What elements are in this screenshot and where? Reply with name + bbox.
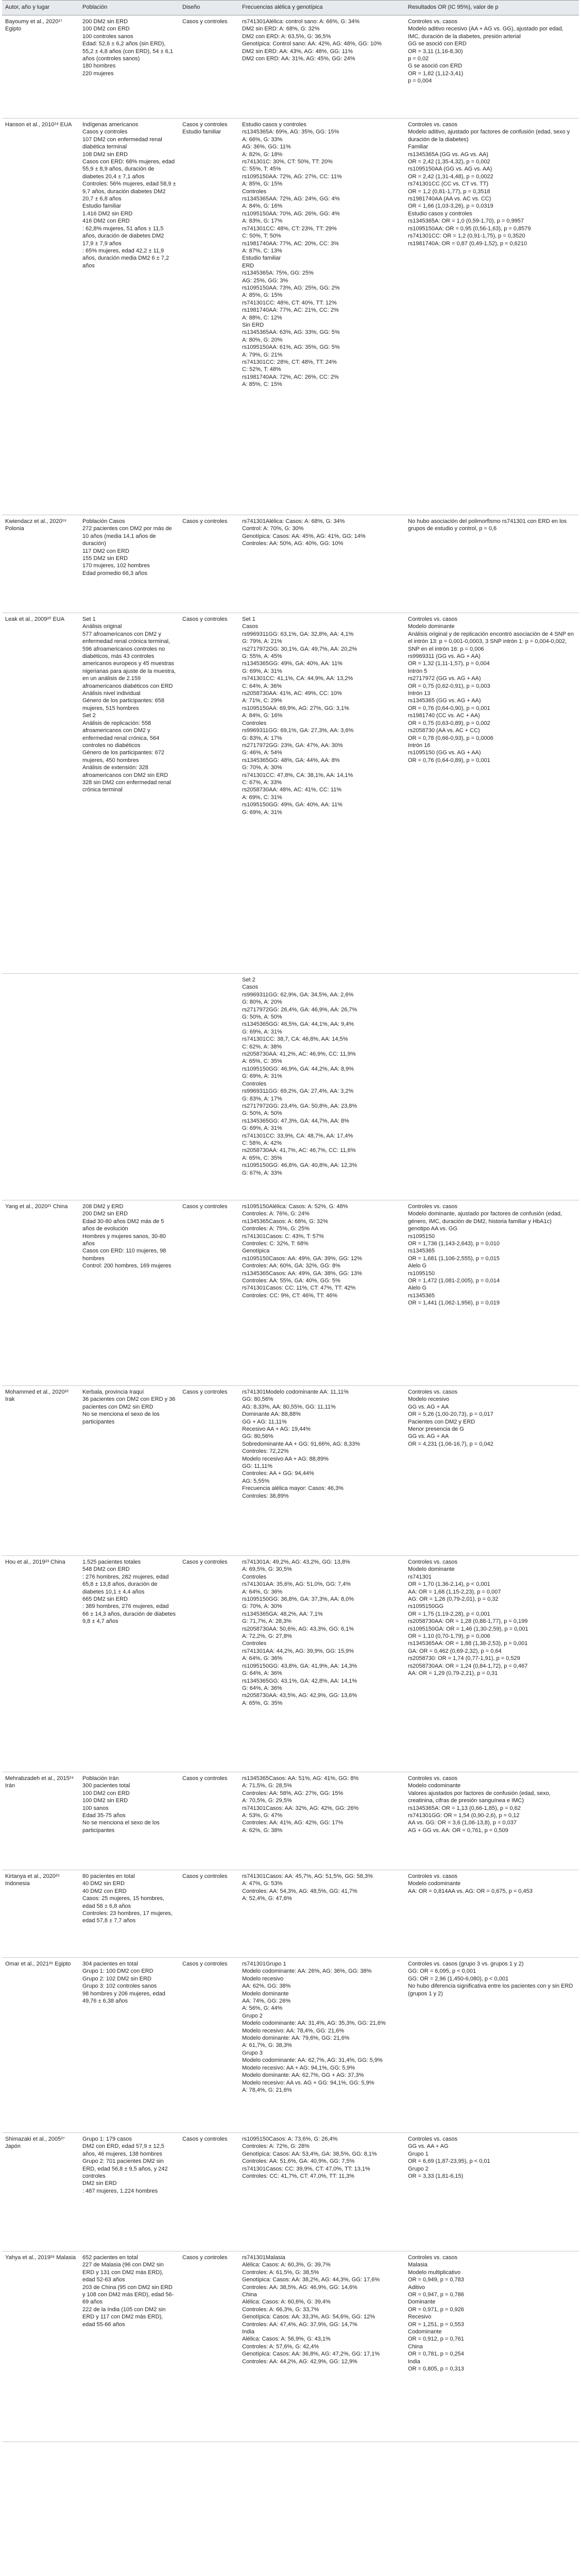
cell-author: Kwiendacz et al., 2020¹⁹ Polonia (2, 515, 79, 613)
cell-results: Controles vs. casos Modelo dominante Análisis original y de replicación encontró asociación de 4 SNP en el intrón 13: p = 0,001-0,0003, 3 SNP intrón 1: p = 0,004-0,002, SNP en el intrón 16: p = 0,006 rs9969311 (GG vs. AG + AA) OR = 1,32 (1,11-1,57), p = 0,004 Intrón 5 rs2717972 (GG vs. AG + AA) OR = 0,75 (0,62-0,91), p = 0,003 Intrón 13 rs1345365 (GG vs. AG + AA) OR = 0,76 (0,64-0,90), p = 0,001 rs1981740 (CC vs. AC + AA) OR = 0,75 (0,63-0,89), p = 0,002 rs2058730 (AA vs. AC + CC) OR = 0,78 (0,66-0,93), p = 0,0006 Intrón 16 rs1095150 (GG vs. AG + AA) OR = 0,76 (0,64-0,89), p = 0,001 (405, 613, 579, 974)
cell-frequencies: rs741301Malasia Alélica: Casos: A: 60,3%, G: 39,7% Controles: A: 61,5%, G: 38,5% Genotípica: Casos: AA: 38,2%, AG: 44,3%, GG: 17,6% Controles: AA: 38,5%, AG: 46,9%, GG: 14,6% China Alélica: Casos: A: 60,6%, G: 39,4% Controles: A: 66,3%, G: 33,7% Genotípica: Casos: AA: 33,3%, AG: 54,6%, GG: 12% Controles: AA: 47,4%, AG: 37,9%, GG: 14,7% India Alélica: Casos: A: 56,9%, G: 43,1% Controles: A: 57,6%, G: 42,4% Genotípica: Casos: AA: 36,8%, AG: 47,2%, GG: 17,1% Controles: AA: 44,2%, AG: 42,9%, GG: 12,9% (239, 2251, 405, 2442)
cell-design: Casos y controles (179, 2133, 239, 2251)
cell-design: Casos y controles (179, 515, 239, 613)
cell-frequencies: rs1345365Casos: AA: 51%, AG: 41%, GG: 8% A: 71,5%, G: 28,5% Controles: AA: 58%, AG: 27%, GG: 15% A: 70,5%, G: 29,5% rs741301Casos: AA: 32%, AG: 42%, GG: 26% A: 53%, G: 47% Controles: AA: 41%, AG: 42%, GG: 17% A: 62%, G: 38% (239, 1772, 405, 1870)
cell-frequencies: Set 1 Casos rs9969311GG: 63,1%, GA: 32,8%, AA: 4,1% G: 79%, A: 21% rs2717972GG: 30,1%, GA: 49,7%, AA: 20,2% G: 55%, A: 45% rs1345365GG: 49%, GA: 40%, AA: 11% G: 69%, A: 31% rs741301CC: 41,1%, CA: 44,9%, AA: 13,2% C: 64%, A: 36% rs2058730AA: 41%, AC: 49%, CC: 10% A: 71%, C: 29% rs1095150AA: 69,9%, AG: 27%, GG: 3,1% A: 84%, G: 16% Controles rs9969311GG: 69,1%, GA: 27,3%, AA: 3,6% G: 83%, A: 17% rs2717972GG: 23%, GA: 47%, AA: 30% G: 46%, A: 54% rs1345365GG: 48%, GA: 44%, AA: 8% G: 70%, A: 30% rs741301CC: 47,8%, CA: 38,1%, AA: 14,1% C: 67%, A: 33% rs2058730AA: 48%, AC: 41%, CC: 11% A: 69%, C: 31% rs1095150GG: 49%, GA: 40%, AA: 11% G: 69%, A: 31% (239, 613, 405, 974)
table-row (2, 1556, 579, 1772)
table-row (2, 2251, 579, 2442)
cell-population: 304 pacientes en total Grupo 1: 100 DM2 con ERD Grupo 2: 102 DM2 sin ERD Grupo 3: 102 controles sanos 98 hombres y 206 mujeres, edad 49,76 ± 6,38 años (79, 1958, 179, 2133)
cell-population (79, 974, 179, 1200)
cell-population: Indígenas americanos Casos y controles 107 DM2 con enfermedad renal diabética terminal 108 DM2 sin ERD Casos con ERD: 68% mujeres, edad 55,9 ± 8,9 años, duración de diabetes 20,4 ± 7,1 años Controles: 56% mujeres, edad 58,9 ± 9,7 años, duración diabetes DM2 20,7 ± 6,8 años Estudio familiar 1.416 DM2 sin ERD 416 DM2 con ERD : 62,8% mujeres, 51 años ± 11,5 años, duración de diabetes DM2 17,9 ± 7,9 años : 65% mujeres, edad 42,2 ± 11,9 años, duración media DM2 6 ± 7,2 años (79, 118, 179, 515)
cell-results: Controles vs. casos (grupo 3 vs. grupos 1 y 2) GG: OR = 6,095, p < 0,001 GG: OR = 2,96 (1,450-6,080), p < 0,001 No hubo diferencia significativa entre los pacientes con y sin ERD (grupos 1 y 2) (405, 1958, 579, 2133)
cell-frequencies: rs1095150Alélica: Casos: A: 52%, G: 48% Controles: A: 76%, G: 24% rs1345365Casos: A: 68%, G: 32% Controles: A: 75%, G: 25% rs741301Casos: C: 43%, T: 57% Controles: C: 32%, T: 68% Genotípica rs1095150Casos: AA: 49%, GA: 39%, GG: 12% Controles: AA: 60%, GA: 32%, GG: 8% rs1345365Casos: AA: 49%, GA: 38%, GG: 13% Controles: AA: 55%, GA: 40%, GG: 5% rs741301Casos: CC: 11%, CT: 47%, TT: 42% Controles: CC: 9%, CT: 46%, TT: 46% (239, 1200, 405, 1386)
cell-results (405, 974, 579, 1200)
table-row (2, 613, 579, 974)
results-table (2, 0, 579, 2442)
cell-author: Bayoumy et al., 2020¹⁷ Egipto (2, 15, 79, 118)
cell-author: Shimazaki et al., 2005²⁷ Japón (2, 2133, 79, 2251)
cell-author: Mehrabzadeh et al., 2015²⁴ Irán (2, 1772, 79, 1870)
cell-population: 652 pacientes en total 227 de Malasia (96 con DM2 sin ERD y 131 con DM2 más ERD), edad 52-63 años 203 de China (95 con DM2 sin ERD y 108 con DM2 más ERD), edad 56-69 años 222 de la India (105 con DM2 sin ERD y 117 con DM2 más ERD), edad 55-66 años (79, 2251, 179, 2442)
cell-results: Controles vs. casos GG vs. AA + AG Grupo 1 OR = 6,69 (1,87-23,95), p < 0,01 Grupo 2 OR = 3,33 (1,81-6,15) (405, 2133, 579, 2251)
cell-design: Casos y controles (179, 15, 239, 118)
cell-results: Controles vs. casos Modelo codominante Valores ajustados por factores de confusión (edad, sexo, creatinina, cifras de presión sanguínea e IMC) rs1345365A: OR = 1,13 (0,66-1,85), p = 0,62 rs741301GG: OR = 1,54 (0,90-2,6), p = 0,12 AA vs. GG: OR = 3,6 (1,06-13,8), p = 0,037 AG + GG vs. AA: OR = 0,761, p = 0,509 (405, 1772, 579, 1870)
table-row (2, 1958, 579, 2133)
cell-population: Población Casos 272 pacientes con DM2 por más de 10 años (media 14,1 años de duración) 117 DM2 con ERD 155 DM2 sin ERD 170 mujeres, 102 hombres Edad promedio 66,3 años (79, 515, 179, 613)
cell-author: Hanson et al., 2010¹⁸ EUA (2, 118, 79, 515)
header-design: Diseño (179, 1, 239, 15)
cell-results: No hubo asociación del polimorfismo rs741301 con ERD en los grupos de estudio y control, p = 0,6 (405, 515, 579, 613)
cell-author: Kirtanya et al., 2020²⁵ Indonesia (2, 1870, 79, 1958)
cell-results: Controles vs. casos Modelo aditivo, ajustado por factores de confusión (edad, sexo y duración de la diabetes) Familiar rs1345365A (GG vs. AG vs. AA) OR = 2,42 (1,35-4,32), p = 0,002 rs1095150AA (GG vs. AG vs. AA) OR = 2,42 (1,31-4,48), p = 0,0022 rs741301CC (CC vs. CT vs. TT) OR = 1,2 (0,81-1,77), p = 0,3518 rs1981740AA (AA vs. AC vs. CC) OR = 1,66 (1,03-3,26), p = 0,0319 Estudio casos y controles rs1345365A: OR = 1,0 (0,59-1,70), p = 0,9957 rs1095150AA: OR = 0,95 (0,56-1,63), p = 0,8579 rs741301CC: OR = 1,2 (0,91-1,75), p = 0,3520 rs1981740A: OR = 0,87 (0,49-1,52), p = 0,6210 (405, 118, 579, 515)
header-author: Autor, año y lugar (2, 1, 79, 15)
cell-frequencies: rs741301Casos: AA: 45,7%, AG: 51,5%, GG: 58,3% A: 47%, G: 53% Controles: AA: 54,3%, AG: 48,5%, GG: 41,7% A: 52,4%, G: 47,6% (239, 1870, 405, 1958)
cell-results: Controles vs. casos Modelo recesivo GG vs. AG + AA OR = 5,26 (1,00-20,73), p = 0,017 Pacientes con DM2 y ERD Menor presencia de G GG vs. AG + AA OR = 4,231 (1,06-16,7), p = 0,042 (405, 1386, 579, 1556)
table-row (2, 15, 579, 118)
header-population: Población (79, 1, 179, 15)
cell-frequencies: Estudio casos y controles rs1345365A: 69%, AG: 35%, GG: 15% A: 66%, G: 33% AG: 36%, GG: 11% A: 82%, G: 18% rs741301C: 30%, CT: 50%, TT: 20% C: 55%, T: 45% rs1095150AA: 72%, AG: 27%, CC: 11% A: 85%, G: 15% Controles rs1345365AA: 72%, AG: 24%, GG: 4% A: 84%, G: 16% rs1095150AA: 70%, AG: 26%, GG: 4% A: 83%, G: 17% rs741301CC: 48%, CT: 23%, TT: 29% C: 50%, T: 50% rs1981740AA: 77%, AC: 20%, CC: 3% A: 87%, C: 13% Estudio familiar ERD rs1345365A: 75%, GG: 25% AG: 25%, GG: 3% rs1095150AA: 73%, AG: 25%, GG: 2% A: 85%, G: 15% rs741301CC: 48%, CT: 40%, TT: 12% rs1981740AA: 77%, AC: 21%, CC: 2% A: 88%, C: 12% Sin ERD rs1345365AA: 63%, AG: 33%, GG: 5% A: 80%, G: 20% rs1095150AA: 61%, AG: 35%, GG: 5% A: 79%, G: 21% rs741301CC: 28%, CT: 48%, TT: 24% C: 52%, T: 48% rs1981740AA: 72%, AC: 26%, CC: 2% A: 85%, C: 15% (239, 118, 405, 515)
table-row (2, 2133, 579, 2251)
cell-frequencies: rs741301Grupo 1 Modelo codominante: AA: 26%, AG: 36%, GG: 38% Modelo recesivo AA: 62%, GG: 38% Modelo dominante AA: 74%, GG: 26% A: 56%, G: 44% Grupo 2 Modelo codominante: AA: 31,4%, AG: 35,3%, GG: 21,6% Modelo recesivo: AA: 78,4%, GG: 21,6% Modelo dominante: AA: 79,6%, GG: 21,6% A: 61,7%, G: 38,3% Grupo 3 Modelo codominante: AA: 62,7%, AG: 31,4%, GG: 5,9% Modelo recesivo: AA + AG: 94,1%, GG: 5,9% Modelo dominante: AA: 62,7%, GG + AG: 37,3% Modelo recesivo: AA vs. AG + GG: 94,1%, GG: 5,9% A: 78,4%, G: 21,6% (239, 1958, 405, 2133)
table-row (2, 974, 579, 1200)
cell-author: Hou et al., 2019²³ China (2, 1556, 79, 1772)
cell-author (2, 974, 79, 1200)
cell-results: Controles vs. casos Modelo aditivo recesivo (AA + AG vs. GG), ajustado por edad, IMC, duración de la diabetes, presión arterial GG se asoció con ERD OR = 3,11 (1,16-8,30) p = 0,02 G se asoció con ERD OR = 1,82 (1,12-3,41) p = 0,004 (405, 15, 579, 118)
cell-results: Controles vs. casos Modelo codominante AA: OR = 0,814AA vs. AG: OR = 0,675, p = 0,453 (405, 1870, 579, 1958)
cell-design: Casos y controles (179, 1200, 239, 1386)
cell-results: Controles vs. casos Modelo dominante, ajustado por factores de confusión (edad, género, IMC, duración de DM2, historia familiar y HbA1c) genotipo AA vs. GG rs1095150 OR = 1,736 (1,143-2,643), p = 0,010 rs1345365 OR = 1,681 (1,106-2,555), p = 0,015 Alelo G rs1095150 OR = 1,472 (1,081-2,005), p = 0,014 Alelo G rs1345365 OR = 1,441 (1,062-1,956), p = 0,019 (405, 1200, 579, 1386)
cell-population: 208 DM2 y ERD 200 DM2 sin ERD Edad 30-80 años DM2 más de 5 años de evolución Hombres y mujeres sanos, 30-80 años Casos con ERD: 110 mujeres, 98 hombres Control: 200 hombres, 169 mujeres (79, 1200, 179, 1386)
table-row (2, 1772, 579, 1870)
cell-author: Yang et al., 2020²¹ China (2, 1200, 79, 1386)
cell-frequencies: rs1095150Casos: A: 73,6%, G: 26,4% Controles: A: 72%, G: 28% Genotípica: Casos: AA: 53,4%, GA: 38,5%, GG: 8,1% Controles: AA: 51,6%, GA: 40,9%, GG: 7,5% rs741301Casos: CC: 39,9%, CT: 47,0%, TT: 13,1% Controles: CC: 41,7%, CT: 47,0%, TT: 11,3% (239, 2133, 405, 2251)
cell-design: Casos y controles (179, 1958, 239, 2133)
cell-frequencies: rs741301Modelo codominante AA: 11,11% GG: 80,56% AG: 8,33%, AA: 80,55%, GG: 11,11% Dominante AA: 88,88% GG + AG: 11,11% Recesivo AA + AG: 19,44% GG: 80,56% Sobredominante AA + GG: 91,66%, AG: 8,33% Controles: 72,22% Modelo recesivo AA + AG: 88,89% GG: 11,11% Controles: AA + GG: 94,44% AG: 5,55% Frecuencia alélica mayor: Casos: 46,3% Controles: 38,89% (239, 1386, 405, 1556)
cell-frequencies: rs741301Alélica: Casos: A: 68%, G: 34% Control: A: 70%, G: 30% Genotípica: Casos: AA: 45%, AG: 41%, GG: 14% Controles: AA: 50%, AG: 40%, GG: 10% (239, 515, 405, 613)
table-row (2, 118, 579, 515)
cell-population: 80 pacientes en total 40 DM2 sin ERD 40 DM2 con ERD Casos: 25 mujeres, 15 hombres, edad 58 ± 6,8 años Controles: 23 hombres, 17 mujeres, edad 57,8 ± 7,7 años (79, 1870, 179, 1958)
cell-population: 1.525 pacientes totales 548 DM2 con ERD : 276 hombres, 282 mujeres, edad 65,8 ± 13,8 años, duración de diabetes 10,1 ± 4,4 años 665 DM2 sin ERD : 389 hombres, 276 mujeres, edad 66 ± 14,3 años, duración de diabetes 9,8 ± 4,7 años (79, 1556, 179, 1772)
cell-design (179, 974, 239, 1200)
cell-design: Casos y controles (179, 1386, 239, 1556)
cell-results: Controles vs. casos Modelo dominante rs741301 OR = 1,70 (1,36-2,14), p < 0,001 AA: OR = 1,68 (1,15-2,23), p = 0,007 AG: OR = 1,26 (0,79-2,01), p = 0,32 rs1095150GG OR = 1,75 (1,19-2,28), p < 0,001 rs2058730AA: OR = 1,28 (0,88-1,77), p = 0,199 rs1095150GA: OR = 1,46 (1,30-2,59), p = 0,001 OR = 1,10 (0,70-1,79), p = 0,006 rs1345365AA: OR = 1,88 (1,38-2,53), p = 0,001 GA: OR = 0,462 (0,69-2,32), p = 0,64 rs2058730: OR = 1,74 (0,77-1,91), p = 0,529 rs2058730AA: OR = 1,24 (0,84-1,72), p = 0,467 AA: OR = 1,29 (0,79-2,21), p = 0,31 (405, 1556, 579, 1772)
cell-population: 200 DM2 sin ERD 100 DM2 con ERD 100 controles sanos Edad: 52,6 ± 6,2 años (sin ERD), 55,2 ± 4,8 años (con ERD), 54 ± 6,1 años (controles sanos) 180 hombres 220 mujeres (79, 15, 179, 118)
cell-results: Controles vs. casos Malasia Modelo multiplicativo OR = 0,949, p = 0,783 Aditivo OR = 0,947, p = 0,786 Dominante OR = 0,971, p = 0,926 Recesivo OR = 1,251, p = 0,553 Codominante OR = 0,912, p = 0,761 China OR = 0,781, p = 0,254 India OR = 0,805, p = 0,313 (405, 2251, 579, 2442)
table-header-row (2, 1, 579, 15)
cell-frequencies: rs741301A: 49,2%, AG: 43,2%, GG: 13,8% A: 69,5%, G: 30,5% Controles rs741301AA: 35,6%, AG: 51,0%, GG: 7,4% A: 64%, G: 36% rs1095150GG: 36,8%, GA: 37,3%, AA: 8,0% G: 70%, A: 30% rs1345365GA: 48,2%, AA: 7,1% G: 71,7%, A: 28,3% rs2058730AA: 50,6%, AG: 43,3%, GG: 6,1% A: 72,2%, G: 27,8% Controles rs741301AA: 44,2%, AG: 39,9%, GG: 15,9% A: 64%, G: 36% rs1095150GG: 43,8%, GA: 41,9%, AA: 14,3% G: 64%, A: 36% rs1345365GG: 43,1%, GA: 42,8%, AA: 14,1% G: 64%, A: 36% rs2058730AA: 43,5%, AG: 42,9%, GG: 13,6% A: 65%, G: 35% (239, 1556, 405, 1772)
table-row (2, 1870, 579, 1958)
cell-author: Yahya et al., 2019²⁸ Malasia (2, 2251, 79, 2442)
cell-author: Mohammed et al., 2020²² Irak (2, 1386, 79, 1556)
header-frequencies: Frecuencias alélica y genotípica (239, 1, 405, 15)
cell-frequencies: rs741301Alélica: control sano: A: 66%, G: 34% DM2 sin ERD: A: 68%, G: 32% DM2 con ERD: A: 63,5%, G: 36,5% Genotípica: Control sano: AA: 42%, AG: 48%, GG: 10% DM2 sin ERD: AA: 43%, AG: 48%, GG: 11% DM2 con ERD: AA: 31%, AG: 45%, GG: 24% (239, 15, 405, 118)
cell-population: Grupo 1: 179 casos DM2 con ERD, edad 57,9 ± 12,5 años, 46 mujeres, 138 hombres Grupo 2: 701 pacientes DM2 sin ERD, edad 56,8 ± 9,5 años, y 242 controles DM2 sin ERD : 487 mujeres, 1.224 hombres (79, 2133, 179, 2251)
cell-population: Set 1 Análisis original 577 afroamericanos con DM2 y enfermedad renal crónica terminal, 596 afroamericanos controles no diabéticos, más 43 controles americanos europeos y 45 muestras nigerianas para ajuste de la muestra, en un análisis de 2.159 afroamericanos diabéticos con ERD Análisis nivel individual Género de los participantes: 658 mujeres, 515 hombres Set 2 Análisis de replicación: 558 afroamericanos con DM2 y enfermedad renal crónica, 564 controles no diabéticos Género de los participantes: 672 mujeres, 450 hombres Análisis de extensión: 328 afroamericanos con DM2 sin ERD 328 sin DM2 con enfermedad renal crónica terminal (79, 613, 179, 974)
cell-design: Casos y controles Estudio familiar (179, 118, 239, 515)
table-row (2, 515, 579, 613)
cell-design: Casos y controles (179, 1772, 239, 1870)
table-row (2, 1386, 579, 1556)
cell-design: Casos y controles (179, 613, 239, 974)
cell-design: Casos y controles (179, 1870, 239, 1958)
cell-design: Casos y controles (179, 2251, 239, 2442)
header-results: Resultados OR (IC 95%), valor de p (405, 1, 579, 15)
cell-author: Omar et al., 2021²⁶ Egipto (2, 1958, 79, 2133)
cell-population: Kerbala, provincia Iraquí 36 pacientes con DM2 con ERD y 36 pacientes con DM2 sin ERD No se menciona el sexo de los participantes (79, 1386, 179, 1556)
cell-frequencies: Set 2 Casos rs9969311GG: 62,9%, GA: 34,5%, AA: 2,6% G: 80%, A: 20% rs2717972GG: 26,4%, GA: 46,9%, AA: 26,7% G: 50%, A: 50% rs1345365GG: 46,5%, GA: 44,1%, AA: 9,4% G: 69%, A: 31% rs741301CC: 38,7, CA: 46,8%, AA: 14,5% C: 62%, A: 38% rs2058730AA: 41,2%, AC: 46,9%, CC: 11,9% A: 65%, C: 35% rs1095150GG: 46,9%, GA: 44,2%, AA: 8,9% G: 69%, A: 31% Controles rs9969311GG: 69,2%, GA: 27,4%, AA: 3,2% G: 83%, A: 17% rs2717972GG: 23,4%, GA: 50,8%, AA: 23,8% G: 50%, A: 50% rs1345365GG: 47,3%, GA: 44,7%, AA: 8% G: 69%, A: 31% rs741301CC: 33,9%, CA: 48,7%, AA: 17,4% C: 58%, A: 42% rs2058730AA: 41,7%, AC: 46,7%, CC: 11,6% A: 65%, C: 35% rs1095150GG: 46,8%, GA: 40,8%, AA: 12,3% G: 67%, A: 33% (239, 974, 405, 1200)
cell-design: Casos y controles (179, 1556, 239, 1772)
cell-author: Leak et al., 2009²⁰ EUA (2, 613, 79, 974)
cell-population: Población Irán 300 pacientes total 100 DM2 con ERD 100 DM2 sin ERD 100 sanos Edad 35-75 años No se menciona el sexo de los participantes (79, 1772, 179, 1870)
table-row (2, 1200, 579, 1386)
